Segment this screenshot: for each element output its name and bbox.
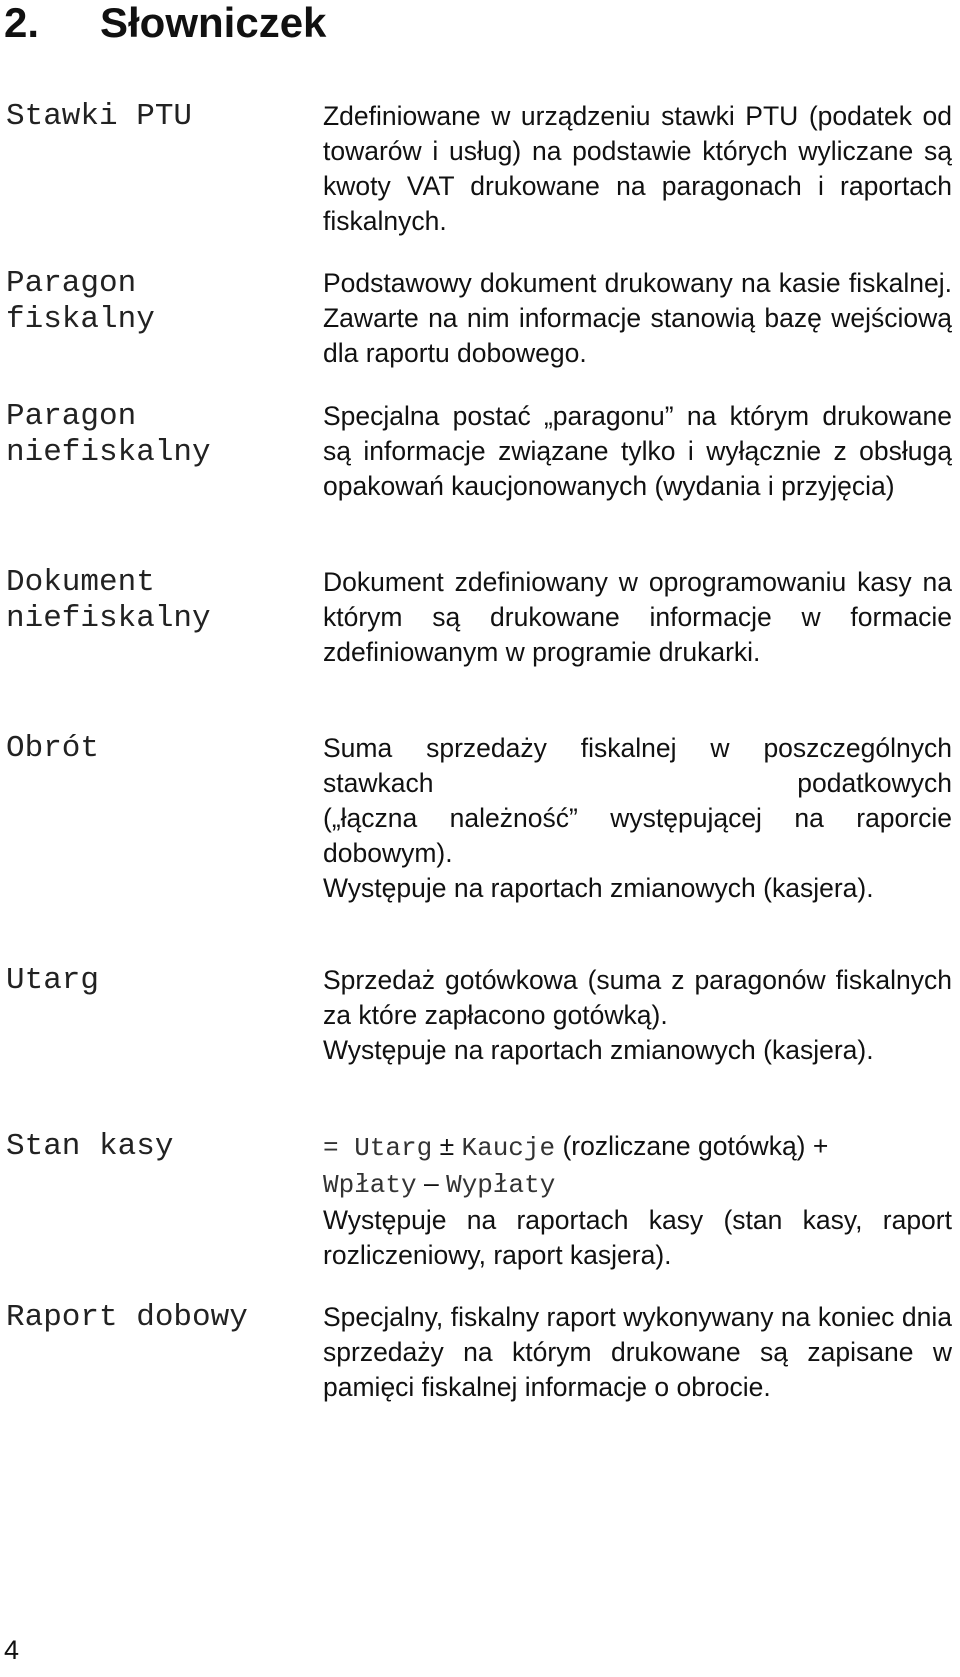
formula-wplaty: Wpłaty (323, 1170, 417, 1200)
glossary-definition (323, 1300, 952, 1405)
definition-paragraph: Specjalna postać „paragonu” na którym drukowane są informacje związane tylko i wyłącznie z obsługą opakowań kaucjonowanych (wydania i przyjęcia) (323, 401, 952, 501)
formula-wyplaty: Wypłaty (446, 1170, 556, 1200)
definition-paragraph: Sprzedaż gotówkowa (suma z paragonów fiskalnych za które zapłacono gotówką). (323, 965, 952, 1030)
page-number: 4 (4, 1635, 20, 1665)
glossary-definition (323, 99, 952, 239)
definition-paragraph: Dokument zdefiniowany w oprogramowaniu kasy na którym są drukowane informacje w formacie zdefiniowanym w programie drukarki. (323, 567, 952, 667)
glossary-term: Stawki PTU (6, 99, 193, 134)
definition-paragraph: Specjalny, fiskalny raport wykonywany na koniec dnia sprzedaży na którym drukowane są zapisane w pamięci fiskalnej informacje o obrocie. (323, 1302, 952, 1402)
formula-line (323, 1129, 952, 1166)
definition-paragraph: („łączna należność” występującej na raporcie dobowym). (323, 803, 952, 868)
glossary-term: Dokument niefiskalny (6, 565, 211, 636)
glossary-definition (323, 565, 952, 670)
definition-paragraph: Występuje na raportach zmianowych (kasjera). (323, 1035, 874, 1065)
definition-paragraph: Suma sprzedaży fiskalnej w poszczególnych stawkach podatkowych (323, 733, 952, 798)
section-number: 2. (4, 0, 40, 46)
plus-minus-symbol: ± (432, 1131, 462, 1161)
glossary-term: Raport dobowy (6, 1300, 248, 1335)
glossary-definition (323, 1129, 952, 1273)
glossary-term: Paragon fiskalny (6, 266, 155, 337)
definition-paragraph: Występuje na raportach zmianowych (kasjera). (323, 873, 874, 903)
section-title: Słowniczek (100, 0, 327, 46)
glossary-definition (323, 731, 952, 906)
section-heading (4, 0, 326, 48)
glossary-definition (323, 963, 952, 1068)
definition-paragraph: Występuje na raportach kasy (stan kasy, raport rozliczeniowy, raport kasjera). (323, 1205, 952, 1270)
glossary-term: Paragon niefiskalny (6, 399, 211, 470)
formula-line (323, 1166, 952, 1203)
formula-note: (rozliczane gotówką) + (555, 1131, 829, 1161)
formula-kaucje: Kaucje (461, 1133, 556, 1163)
glossary-definition (323, 266, 952, 371)
definition-paragraph: Zdefiniowane w urządzeniu stawki PTU (podatek od towarów i usług) na podstawie których wyliczane są kwoty VAT drukowane na paragonach i raportach fiskalnych. (323, 101, 952, 236)
minus-symbol: – (416, 1168, 447, 1198)
glossary-term: Obrót (6, 731, 100, 766)
glossary-definition (323, 399, 952, 504)
formula-utarg: = Utarg (323, 1133, 433, 1163)
definition-paragraph: Podstawowy dokument drukowany na kasie fiskalnej. Zawarte na nim informacje stanowią bazę wejściową dla raportu dobowego. (323, 268, 952, 368)
glossary-term: Stan kasy (6, 1129, 174, 1164)
glossary-term: Utarg (6, 963, 100, 998)
